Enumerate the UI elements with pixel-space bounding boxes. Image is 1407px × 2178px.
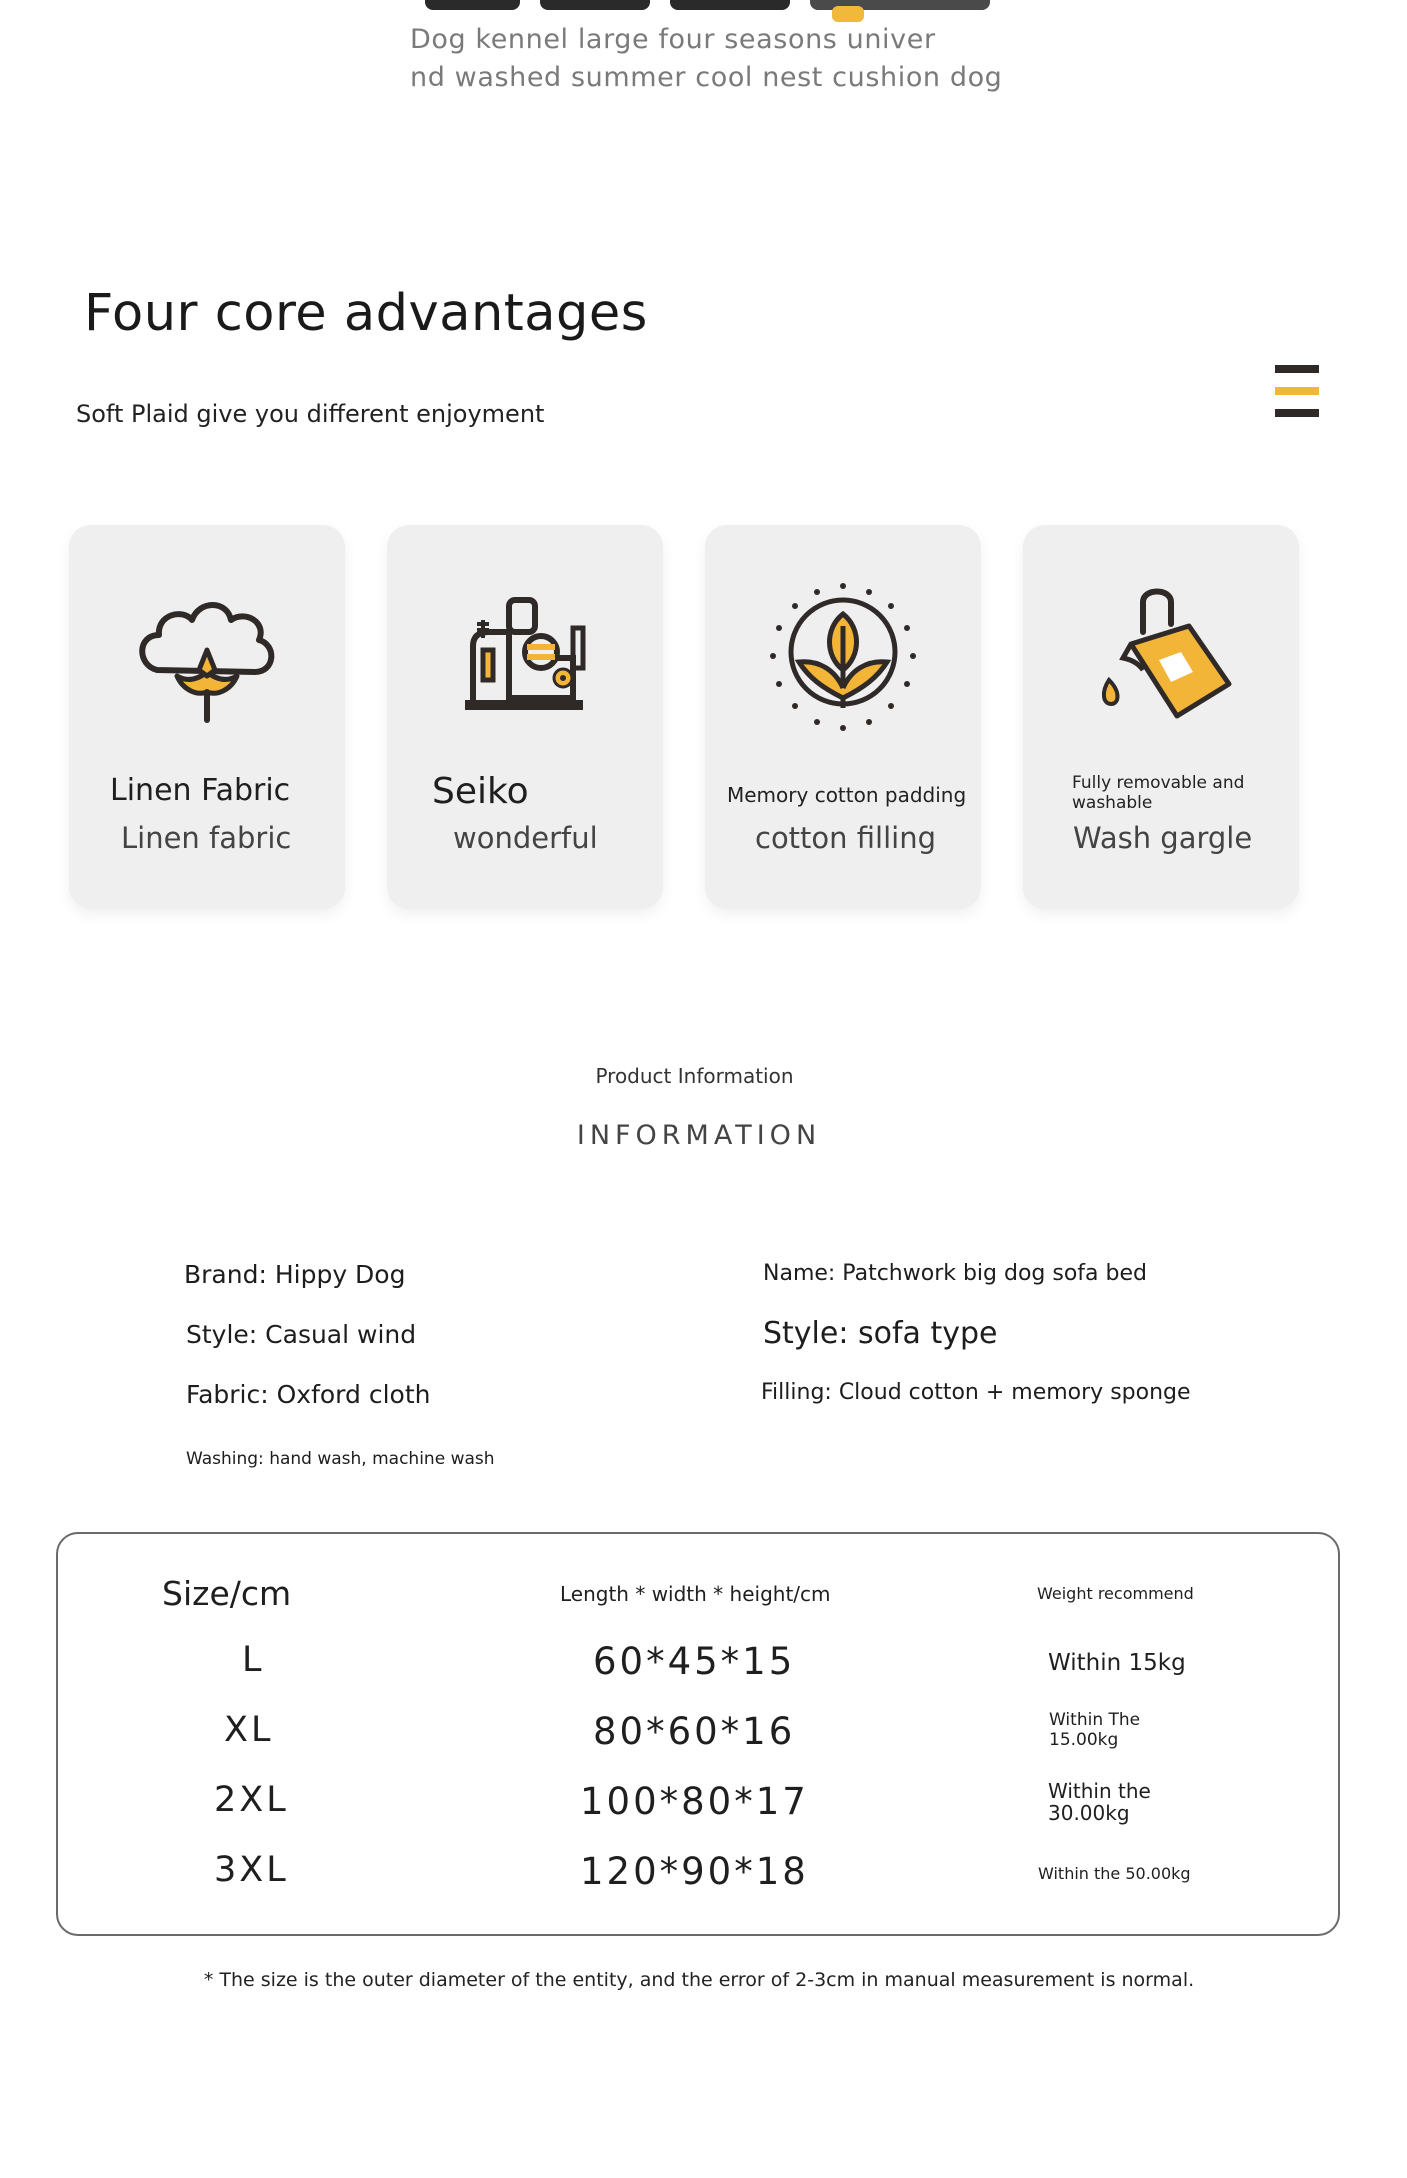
leaf-sprout-icon [763,580,923,740]
washing-bucket-icon [1081,580,1241,740]
card-sublabel: wonderful [453,821,598,855]
header-subtitle-line-1: Dog kennel large four seasons univer [410,24,936,55]
table-cell-dims: 80*60*16 [593,1710,796,1753]
table-cell-dims: 100*80*17 [580,1780,809,1823]
card-label: Seiko [432,771,529,812]
table-cell-size: XL [224,1710,274,1750]
card-label: Memory cotton padding [727,783,967,807]
header-accent-mark [832,6,864,22]
spec-washing: Washing: hand wash, machine wash [186,1449,495,1469]
table-cell-weight: Within the 30.00kg [1048,1779,1151,1825]
table-header-dims: Length * width * height/cm [560,1582,831,1606]
advantages-subtitle: Soft Plaid give you different enjoyment [76,400,545,428]
info-heading-big: INFORMATION [576,1120,822,1151]
spec-filling: Filling: Cloud cotton + memory sponge [761,1380,1191,1405]
card-label: Linen Fabric [110,773,291,808]
sewing-machine-icon [445,580,605,740]
table-cell-size: 2XL [214,1780,289,1820]
cotton-flower-icon [127,580,287,740]
card-sublabel: cotton filling [755,821,936,855]
table-cell-dims: 60*45*15 [593,1640,796,1683]
size-footnote: * The size is the outer diameter of the entity, and the error of 2-3cm in manual measurement is normal. [203,1969,1195,1991]
table-cell-size: L [242,1640,262,1680]
info-heading-small: Product Information [595,1064,794,1088]
card-sublabel: Wash gargle [1073,821,1253,855]
advantage-card-seiko [387,525,663,909]
advantage-card-memory-cotton [705,525,981,909]
spec-fabric: Fabric: Oxford cloth [186,1380,431,1409]
size-table [56,1532,1340,1936]
advantage-card-linen [69,525,345,909]
header-cut-title [405,0,1005,10]
table-header-weight: Weight recommend [1037,1584,1194,1603]
header-subtitle-line-2: nd washed summer cool nest cushion dog [410,62,1003,93]
spec-brand: Brand: Hippy Dog [184,1260,406,1289]
spec-style-2: Style: sofa type [763,1316,998,1351]
menu-icon[interactable] [1275,365,1319,417]
spec-style-1: Style: Casual wind [186,1320,417,1349]
table-cell-weight: Within The 15.00kg [1049,1710,1141,1750]
table-cell-weight: Within 15kg [1048,1650,1186,1676]
card-label: Fully removable and washable [1072,773,1245,813]
spec-name: Name: Patchwork big dog sofa bed [763,1261,1147,1286]
advantages-title: Four core advantages [84,284,648,343]
table-cell-dims: 120*90*18 [580,1850,809,1893]
card-sublabel: Linen fabric [121,821,292,855]
table-cell-weight: Within the 50.00kg [1038,1864,1191,1883]
table-header-size: Size/cm [162,1574,292,1613]
table-cell-size: 3XL [214,1850,289,1890]
advantage-card-washable [1023,525,1299,909]
